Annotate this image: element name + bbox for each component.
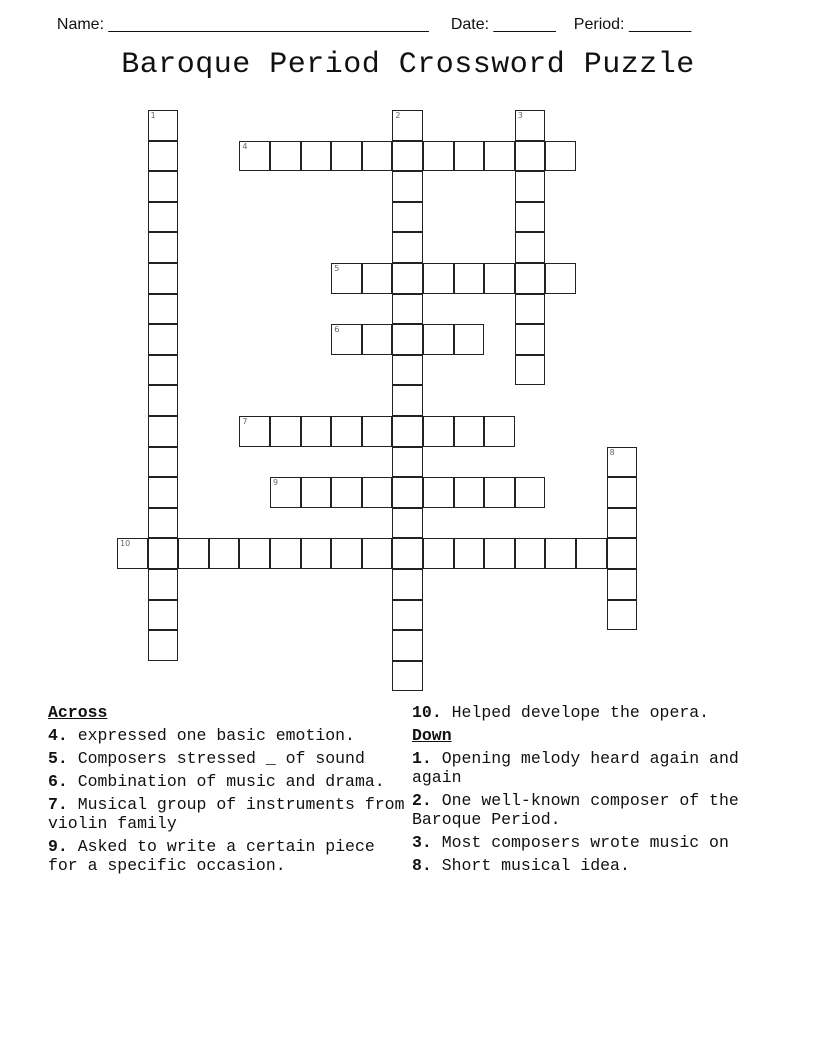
grid-cell[interactable] xyxy=(362,141,393,172)
grid-cell[interactable] xyxy=(515,141,546,172)
grid-cell[interactable] xyxy=(331,324,362,355)
grid-cell[interactable] xyxy=(301,416,332,447)
grid-cell[interactable] xyxy=(454,141,485,172)
cell-number: 8 xyxy=(609,447,615,457)
grid-cell[interactable] xyxy=(148,508,179,539)
grid-cell[interactable] xyxy=(484,141,515,172)
grid-cell[interactable] xyxy=(209,538,240,569)
clue-across-6: 6. Combination of music and drama. xyxy=(48,772,385,791)
grid-cell[interactable] xyxy=(607,477,638,508)
clues-down-column xyxy=(412,703,782,879)
clue-down-1: 1. Opening melody heard again and again xyxy=(412,749,739,787)
grid-cell[interactable] xyxy=(392,232,423,263)
clue-across-7: 7. Musical group of instruments from violin family xyxy=(48,795,405,833)
grid-cell[interactable] xyxy=(362,324,393,355)
grid-cell[interactable] xyxy=(423,324,454,355)
grid-cell[interactable] xyxy=(331,477,362,508)
grid-cell[interactable] xyxy=(270,538,301,569)
cell-number: 4 xyxy=(242,141,248,151)
grid-cell[interactable] xyxy=(148,324,179,355)
grid-cell[interactable] xyxy=(454,324,485,355)
grid-cell[interactable] xyxy=(392,202,423,233)
grid-cell[interactable] xyxy=(545,141,576,172)
grid-cell[interactable] xyxy=(607,600,638,631)
cell-number: 5 xyxy=(334,264,340,273)
grid-cell[interactable] xyxy=(392,263,423,294)
grid-cell[interactable] xyxy=(239,416,270,447)
grid-cell[interactable] xyxy=(117,538,148,569)
grid-cell[interactable] xyxy=(454,538,485,569)
grid-cell[interactable] xyxy=(148,110,179,141)
grid-cell[interactable] xyxy=(515,324,546,355)
grid-cell[interactable] xyxy=(392,171,423,202)
grid-cell[interactable] xyxy=(392,630,423,661)
grid-cell[interactable] xyxy=(362,416,393,447)
grid-cell[interactable] xyxy=(607,569,638,600)
grid-cell[interactable] xyxy=(148,232,179,263)
grid-cell[interactable] xyxy=(515,202,546,233)
grid-cell[interactable] xyxy=(148,355,179,386)
grid-cell[interactable] xyxy=(301,141,332,172)
grid-cell[interactable] xyxy=(607,447,638,478)
grid-cell[interactable] xyxy=(392,447,423,478)
cell-number: 3 xyxy=(517,111,523,120)
grid-cell[interactable] xyxy=(423,141,454,172)
clues-across-column xyxy=(48,703,408,879)
grid-cell[interactable] xyxy=(301,538,332,569)
grid-cell[interactable] xyxy=(515,294,546,325)
grid-cell[interactable] xyxy=(392,110,423,141)
grid-cell[interactable] xyxy=(515,538,546,569)
grid-cell[interactable] xyxy=(607,508,638,539)
grid-cell[interactable] xyxy=(392,538,423,569)
grid-cell[interactable] xyxy=(270,416,301,447)
cell-number: 9 xyxy=(273,478,279,488)
page-title: Baroque Period Crossword Puzzle xyxy=(121,48,695,82)
grid-cell[interactable] xyxy=(178,538,209,569)
grid-cell[interactable] xyxy=(148,141,179,172)
clue-across-10: 10. Helped develope the opera. xyxy=(412,703,710,722)
name-field[interactable]: Name: ____________________________________ xyxy=(56,16,429,33)
grid-cell[interactable] xyxy=(331,263,362,294)
grid-cell[interactable] xyxy=(454,263,485,294)
period-field[interactable]: Period: _______ xyxy=(573,16,692,33)
grid-cell[interactable] xyxy=(148,416,179,447)
grid-cell[interactable] xyxy=(515,263,546,294)
grid-cell[interactable] xyxy=(148,538,179,569)
cell-number: 10 xyxy=(120,539,131,549)
down-heading: Down xyxy=(412,726,452,745)
clue-across-5: 5. Composers stressed _ of sound xyxy=(48,749,365,768)
grid-cell[interactable] xyxy=(362,477,393,508)
grid-cell[interactable] xyxy=(515,477,546,508)
grid-cell[interactable] xyxy=(423,477,454,508)
grid-cell[interactable] xyxy=(148,263,179,294)
cell-number: 6 xyxy=(334,325,340,335)
grid-cell[interactable] xyxy=(454,477,485,508)
grid-cell[interactable] xyxy=(301,477,332,508)
cell-number: 1 xyxy=(150,111,156,120)
grid-cell[interactable] xyxy=(392,508,423,539)
grid-cell[interactable] xyxy=(392,661,423,692)
grid-cell[interactable] xyxy=(607,538,638,569)
grid-cell[interactable] xyxy=(423,538,454,569)
across-heading: Across xyxy=(48,703,108,722)
grid-cell[interactable] xyxy=(484,477,515,508)
grid-cell[interactable] xyxy=(148,294,179,325)
grid-cell[interactable] xyxy=(484,263,515,294)
grid-cell[interactable] xyxy=(148,569,179,600)
cell-number: 2 xyxy=(395,111,401,120)
date-field[interactable]: Date: _______ xyxy=(450,16,556,33)
grid-cell[interactable] xyxy=(515,171,546,202)
grid-cell[interactable] xyxy=(392,324,423,355)
grid-cell[interactable] xyxy=(484,538,515,569)
grid-cell[interactable] xyxy=(239,538,270,569)
grid-cell[interactable] xyxy=(331,416,362,447)
grid-cell[interactable] xyxy=(392,416,423,447)
grid-cell[interactable] xyxy=(270,141,301,172)
grid-cell[interactable] xyxy=(239,141,270,172)
grid-cell[interactable] xyxy=(331,141,362,172)
grid-cell[interactable] xyxy=(148,385,179,416)
grid-cell[interactable] xyxy=(423,263,454,294)
grid-cell[interactable] xyxy=(270,477,301,508)
cell-number: 7 xyxy=(242,417,248,426)
clue-across-9: 9. Asked to write a certain piece for a specific occasion. xyxy=(48,837,375,875)
grid-cell[interactable] xyxy=(576,538,607,569)
grid-cell[interactable] xyxy=(392,600,423,631)
grid-cell[interactable] xyxy=(148,600,179,631)
grid-cell[interactable] xyxy=(545,538,576,569)
grid-cell[interactable] xyxy=(392,569,423,600)
clue-down-3: 3. Most composers wrote music on xyxy=(412,833,729,852)
grid-cell[interactable] xyxy=(515,232,546,263)
grid-cell[interactable] xyxy=(148,477,179,508)
grid-cell[interactable] xyxy=(392,355,423,386)
grid-cell[interactable] xyxy=(454,416,485,447)
clue-down-8: 8. Short musical idea. xyxy=(412,856,630,875)
grid-cell[interactable] xyxy=(331,538,362,569)
grid-cell[interactable] xyxy=(148,630,179,661)
grid-cell[interactable] xyxy=(148,171,179,202)
grid-cell[interactable] xyxy=(148,202,179,233)
grid-cell[interactable] xyxy=(362,538,393,569)
grid-cell[interactable] xyxy=(148,447,179,478)
grid-cell[interactable] xyxy=(423,416,454,447)
grid-cell[interactable] xyxy=(515,355,546,386)
grid-cell[interactable] xyxy=(392,385,423,416)
grid-cell[interactable] xyxy=(545,263,576,294)
grid-cell[interactable] xyxy=(392,294,423,325)
grid-cell[interactable] xyxy=(392,141,423,172)
grid-cell[interactable] xyxy=(515,110,546,141)
clue-down-2: 2. One well-known composer of the Baroque Period. xyxy=(412,791,739,829)
clue-across-4: 4. expressed one basic emotion. xyxy=(48,726,355,745)
grid-cell[interactable] xyxy=(392,477,423,508)
grid-cell[interactable] xyxy=(362,263,393,294)
grid-cell[interactable] xyxy=(484,416,515,447)
